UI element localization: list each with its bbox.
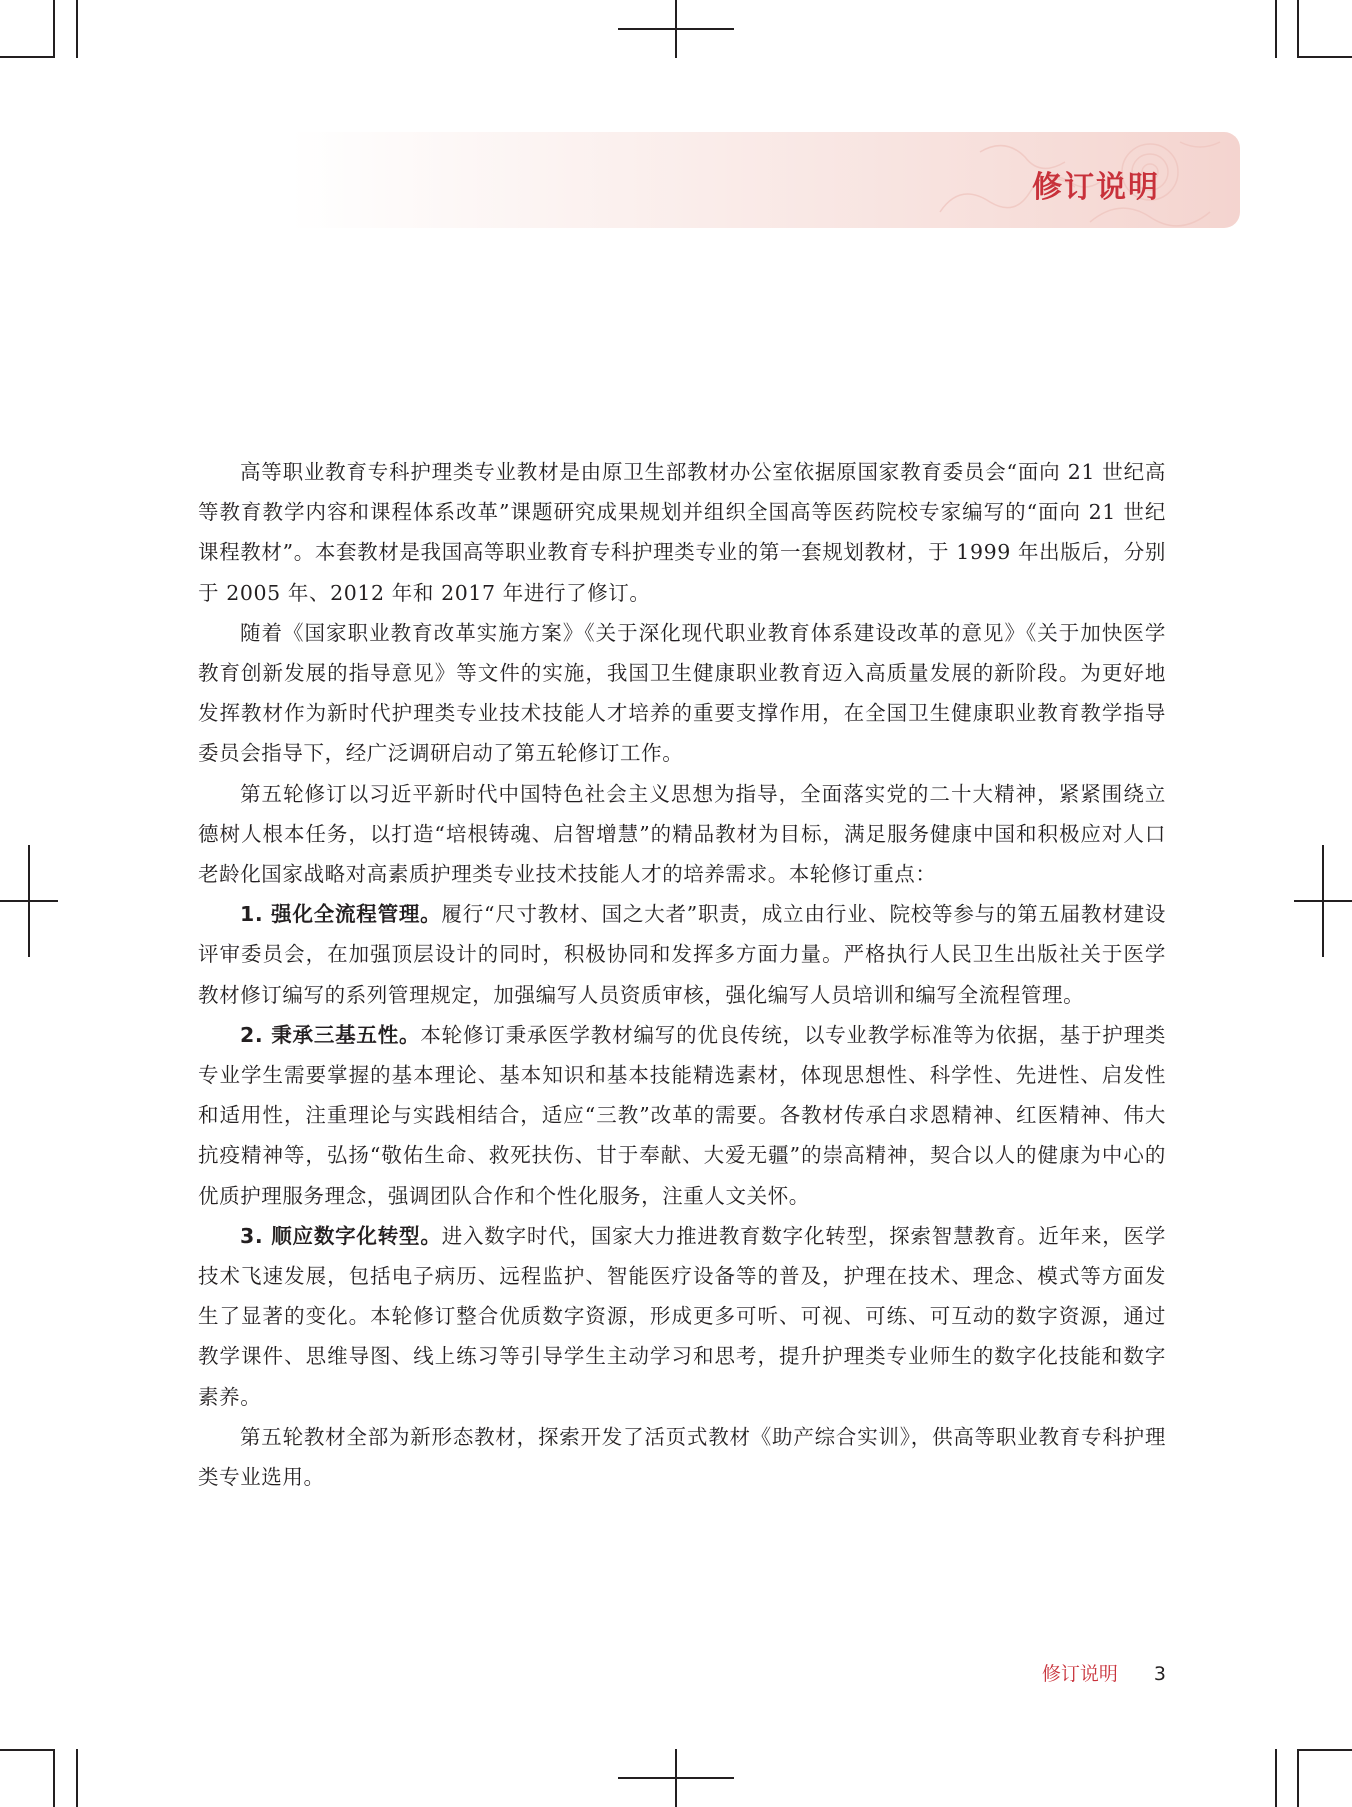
paragraph: 高等职业教育专科护理类专业教材是由原卫生部教材办公室依据原国家教育委员会“面向 21 世纪高等教育教学内容和课程体系改革”课题研究成果规划并组织全国高等医药院校专家编写的“面向 21 世纪课程教材”。本套教材是我国高等职业教育专科护理类专业的第一套规划教材，于 1999 年出版后，分别于 2005 年、2012 年和 2017 年进行了修订。 <box>198 460 1166 605</box>
paragraph-heading: 2. 秉承三基五性。 <box>240 1022 421 1047</box>
paragraph-heading: 1. 强化全流程管理。 <box>240 902 442 927</box>
paragraph: 随着《国家职业教育改革实施方案》《关于深化现代职业教育体系建设改革的意见》《关于加快医学教育创新发展的指导意见》等文件的实施，我国卫生健康职业教育迈入高质量发展的新阶段。为更好地发挥教材作为新时代护理类专业技术技能人才培养的重要支撑作用，在全国卫生健康职业教育教学指导委员会指导下，经广泛调研启动了第五轮修订工作。 <box>198 620 1166 766</box>
paragraph: 2. 秉承三基五性。本轮修订秉承医学教材编写的优良传统，以专业教学标准等为依据，基于护理类专业学生需要掌握的基本理论、基本知识和基本技能精选素材，体现思想性、科学性、先进性、启发性和适用性，注重理论与实践相结合，适应“三教”改革的需要。各教材传承白求恩精神、红医精神、伟大抗疫精神等，弘扬“敬佑生命、救死扶伤、甘于奉献、大爱无疆”的崇高精神，契合以人的健康为中心的优质护理服务理念，强调团队合作和个性化服务，注重人文关怀。 <box>198 1022 1166 1208</box>
paragraph: 第五轮修订以习近平新时代中国特色社会主义思想为指导，全面落实党的二十大精神，紧紧围绕立德树人根本任务，以打造“培根铸魂、启智增慧”的精品教材为目标，满足服务健康中国和积极应对人口老龄化国家战略对高素质护理类专业技术技能人才的培养需求。本轮修订重点： <box>198 781 1166 887</box>
header-banner <box>290 132 1240 228</box>
paragraph: 第五轮教材全部为新形态教材，探索开发了活页式教材《助产综合实训》，供高等职业教育专科护理类专业选用。 <box>198 1424 1166 1490</box>
document-body <box>198 452 1166 1497</box>
page-number: 3 <box>1153 1663 1166 1685</box>
paragraph: 3. 顺应数字化转型。进入数字时代，国家大力推进教育数字化转型，探索智慧教育。近年来，医学技术飞速发展，包括电子病历、远程监护、智能医疗设备等的普及，护理在技术、理念、模式等方面发生了显著的变化。本轮修订整合优质数字资源，形成更多可听、可视、可练、可互动的数字资源，通过教学课件、思维导图、线上练习等引导学生主动学习和思考，提升护理类专业师生的数字化技能和数字素养。 <box>198 1223 1166 1409</box>
paragraph: 1. 强化全流程管理。履行“尺寸教材、国之大者”职责，成立由行业、院校等参与的第五届教材建设评审委员会，在加强顶层设计的同时，积极协同和发挥多方面力量。严格执行人民卫生出版社关于医学教材修订编写的系列管理规定，加强编写人员资质审核，强化编写人员培训和编写全流程管理。 <box>198 902 1166 1007</box>
page-footer <box>1042 1659 1166 1686</box>
footer-section-title: 修订说明 <box>1041 1663 1118 1685</box>
paragraph-heading: 3. 顺应数字化转型。 <box>240 1223 442 1248</box>
page-title: 修订说明 <box>1032 170 1160 205</box>
